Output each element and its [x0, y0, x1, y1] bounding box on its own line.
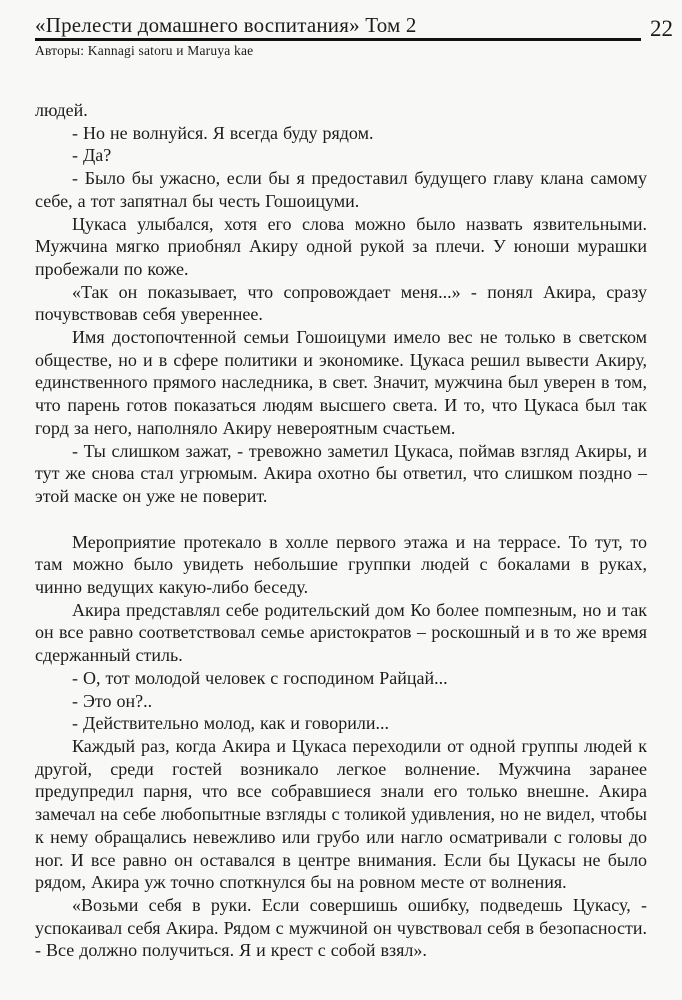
paragraph: «Так он показывает, что сопровождает меня...» - понял Акира, сразу почувствовав себя увереннее. [35, 281, 647, 325]
paragraph: Мероприятие протекало в холле первого этажа и на террасе. То тут, то там можно было увидеть небольшие группки людей с бокалами в руках, чинно ведущих какую-либо беседу. [35, 531, 647, 598]
paragraph: - О, тот молодой человек с господином Райцай... [72, 667, 448, 688]
title-underline [35, 13, 641, 41]
page-header [35, 13, 673, 59]
paragraph: - Ты слишком зажат, - тревожно заметил Цукаса, поймав взгляд Акиры, и тут же снова стал угрюмым. Акира охотно бы ответил, что слишком поздно – этой маске он уже не поверит. [35, 440, 647, 506]
paragraph: Цукаса улыбался, хотя его слова можно было назвать язвительными. Мужчина мягко приобнял Акиру одной рукой за плечи. У юноши мурашки пробежали по коже. [35, 213, 647, 279]
paragraph: - Было бы ужасно, если бы я предоставил будущего главу клана самому себе, а тот запятнал бы честь Гошоицуми. [35, 168, 647, 211]
paragraph: Каждый раз, когда Акира и Цукаса переходили от одной группы людей к другой, среди гостей возникало легкое волнение. Мужчина заранее предупредил парня, что все собравшиеся знали его только внешне. Акира замечал на себе любопытные взгляды с толикой удивления, но не видел, чтобы к нему обращались невежливо или грубо или нагло осматривали с головы до ног. И все равно он оставался в центре внимания. Если бы Цукасы не было рядом, Акира уж точно споткнулся бы на ровном месте от волнения. [35, 735, 647, 893]
paragraph: - Но не волнуйся. Я всегда буду рядом. [72, 122, 374, 143]
body-text [35, 99, 647, 962]
paragraph: Имя достопочтенной семьи Гошоицуми имело вес не только в светском обществе, но и в сфере политики и экономике. Цукаса решил вывести Акиру, единственного прямого наследника, в свет. Значит, мужчина был уверен в том, что парень готов показаться людям высшего света. И то, что Цукаса был так горд за него, наполняло Акиру невероятным счастьем. [35, 327, 647, 438]
page-number: 22 [650, 16, 673, 41]
paragraph: - Да? [72, 145, 112, 166]
paragraph: Акира представлял себе родительский дом Ко более помпезным, но и так он все равно соответствовал семье аристократов – роскошный и в то же время сдержанный стиль. [35, 599, 647, 666]
document-title: «Прелести домашнего воспитания» Том 2 [35, 13, 417, 37]
title-row [35, 13, 673, 41]
paragraph: - Действительно молод, как и говорили... [72, 713, 389, 734]
paragraph: - Это он?.. [72, 690, 153, 711]
paragraph: людей. [35, 100, 88, 120]
authors-line: Авторы: Kannagi satoru и Maruya kae [35, 43, 254, 58]
paragraph: «Возьми себя в руки. Если совершишь ошибку, подведешь Цукасу, - успокаивал себя Акира. Рядом с мужчиной он чувствовал себя в безопасности. - Все должно получиться. Я и крест с собой взял». [35, 894, 647, 961]
